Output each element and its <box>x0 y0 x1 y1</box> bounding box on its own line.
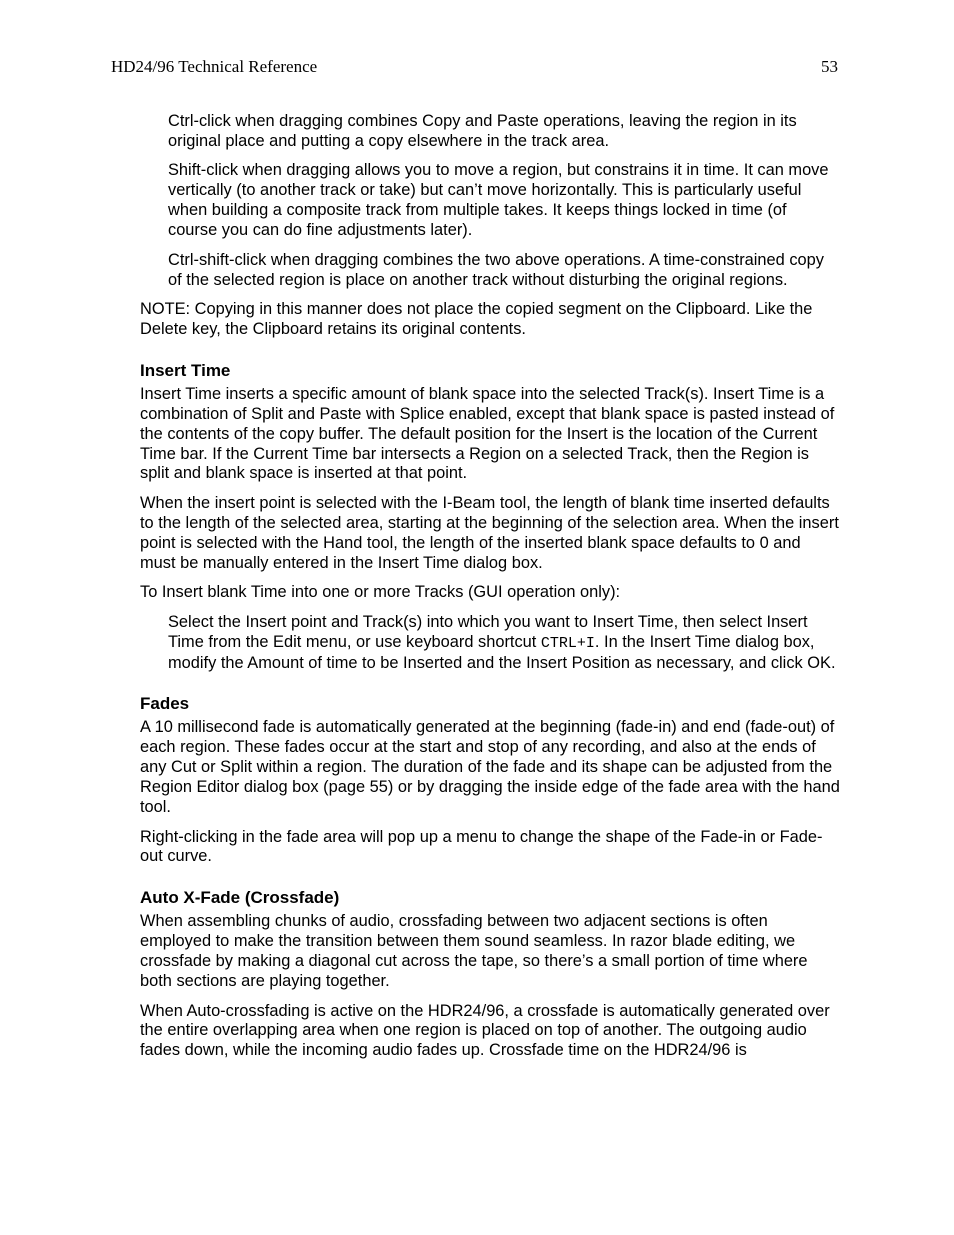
paragraph-insert-time-1: Insert Time inserts a specific amount of blank space into the selected Track(s). Insert Time is a combination of Split and Paste with Splice enabled, except that blank space is pasted instead of the contents of the copy buffer. The default position for the Insert is the location of the Current Time bar. If the Current Time bar intersects a Region on a selected Track, then the Region is split and blank space is inserted at that point. <box>140 384 835 483</box>
paragraph-shift-click: Shift-click when dragging allows you to move a region, but constrains it in time. It can move vertically (to another track or take) but can’t move horizontally. This is particularly useful when building a composite track from multiple takes. It keeps things locked in time (of course you can do fine adjustments later). <box>168 161 829 240</box>
paragraph-auto-xfade-2: When Auto-crossfading is active on the HDR24/96, a crossfade is automatically generated over the entire overlapping area when one region is placed on top of another. The outgoing audio fades down, while the incoming audio fades up. Crossfade time on the HDR24/96 is <box>140 1001 830 1060</box>
paragraph-ctrl-click: Ctrl-click when dragging combines Copy and Paste operations, leaving the region in its original place and putting a copy elsewhere in the track area. <box>168 112 797 150</box>
paragraph-insert-time-2: When the insert point is selected with the I-Beam tool, the length of blank time inserted defaults to the length of the selected area, starting at the beginning of the selection area. When the insert point is selected with the Hand tool, the length of the inserted blank space defaults to 0 and must be manually entered in the Insert Time dialog box. <box>140 493 839 572</box>
paragraph-auto-xfade-1: When assembling chunks of audio, crossfading between two adjacent sections is often employed to make the transition between them sound seamless. In razor blade editing, we crossfade by making a diagonal cut across the tape, so there’s a small portion of time where both sections are playing together. <box>140 912 808 991</box>
page-number: 53 <box>821 57 838 76</box>
paragraph-insert-time-3: To Insert blank Time into one or more Tracks (GUI operation only): <box>140 583 621 602</box>
paragraph-fades-1: A 10 millisecond fade is automatically generated at the beginning (fade-in) and end (fade-out) of each region. These fades occur at the start and stop of any recording, and also at the ends of any Cut or Split within a region. The duration of the fade and its shape can be adjusted from the Region Editor dialog box (page 55) or by dragging the inside edge of the fade area with the hand tool. <box>140 718 840 817</box>
heading-insert-time: Insert Time <box>140 360 231 380</box>
insert-steps-text: Select the Insert point and Track(s) into which you want to Insert Time, then select Insert Time from the Edit menu, or use keyboard shortcut <box>168 612 808 651</box>
paragraph-insert-time-steps <box>140 613 840 674</box>
paragraph-note: NOTE: Copying in this manner does not place the copied segment on the Clipboard. Like the Delete key, the Clipboard retains its original contents. <box>140 300 813 338</box>
document-title: HD24/96 Technical Reference <box>111 57 318 76</box>
insert-steps-text-end: . In the Insert Time dialog box, modify the Amount of time to be Inserted and the Insert Position as necessary, and click OK. <box>168 632 836 672</box>
page-body <box>140 112 840 1071</box>
paragraph-ctrl-shift-click: Ctrl-shift-click when dragging combines the two above operations. A time-constrained copy of the selected region is place on another track without disturbing the original regions. <box>168 250 824 289</box>
heading-fades: Fades <box>140 694 190 714</box>
paragraph-fades-2: Right-clicking in the fade area will pop up a menu to change the shape of the Fade-in or Fade-out curve. <box>140 827 823 866</box>
keyboard-shortcut: CTRL+I <box>540 634 595 652</box>
page-header <box>111 57 838 79</box>
heading-auto-xfade: Auto X-Fade (Crossfade) <box>140 888 340 908</box>
